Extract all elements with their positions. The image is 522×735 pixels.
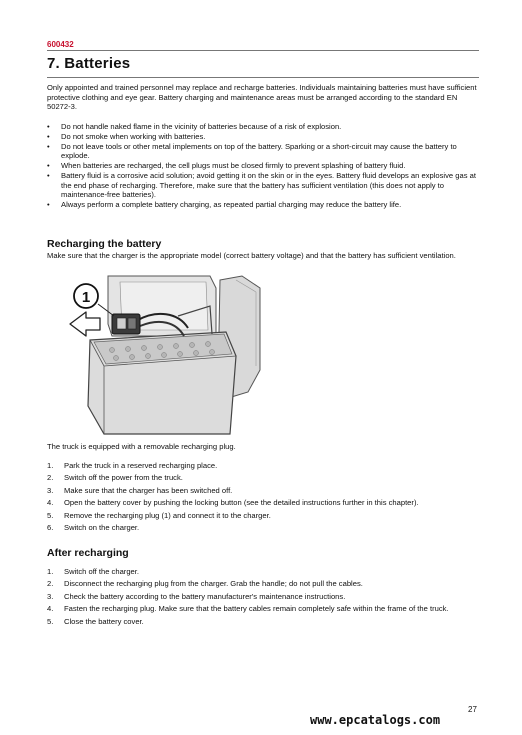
step-item: 3. Make sure that the charger has been switched off. — [47, 485, 233, 495]
intro-paragraph: Only appointed and trained personnel may replace and recharge batteries. Individuals maintaining batteries must have sufficient protective clothing and eye gear. Battery charging and maintenance areas must be arranged according to the standard EN 50272-3. — [47, 83, 477, 112]
bullet-item: • Always perform a complete battery charging, as repeated partial charging may reduce the battery life. — [47, 200, 479, 209]
step-text: Make sure that the charger has been switched off. — [64, 485, 233, 495]
step-text: Fasten the recharging plug. Make sure that the battery cables remain completely safe within the frame of the truck. — [64, 604, 449, 614]
step-item: 1. Switch off the charger. — [47, 567, 139, 576]
step-item: 3. Check the battery according to the battery manufacturer's maintenance instructions. — [47, 591, 346, 601]
step-item: 6. Switch on the charger. — [47, 523, 140, 533]
step-item: 1. Park the truck in a reserved recharging place. — [47, 461, 218, 470]
step-text: Switch off the charger. — [64, 567, 139, 576]
recharging-intro: Make sure that the charger is the appropriate model (correct battery voltage) and that the battery has sufficient ventilation. — [47, 251, 456, 260]
bullet-item: • Do not handle naked flame in the vicinity of batteries because of a risk of explosion. — [47, 122, 479, 131]
header-rule-top — [47, 50, 479, 51]
step-text: Switch on the charger. — [64, 523, 140, 533]
bullet-item: • Do not smoke when working with batteries. — [47, 132, 479, 141]
step-item: 5. Remove the recharging plug (1) and connect it to the charger. — [47, 510, 271, 520]
callout-number: 1 — [81, 289, 91, 306]
header-rule-bottom — [47, 77, 479, 78]
step-text: Switch off the power from the truck. — [64, 473, 183, 483]
step-item: 4. Fasten the recharging plug. Make sure that the battery cables remain completely safe within the frame of the truck. — [47, 604, 449, 614]
bullet-item: • When batteries are recharged, the cell plugs must be closed firmly to prevent splashing of battery fluid. — [47, 161, 479, 170]
step-item: 5. Close the battery cover. — [47, 616, 144, 626]
after-recharging-heading: After recharging — [47, 547, 129, 559]
recharging-heading: Recharging the battery — [47, 238, 162, 250]
after-recharging-steps — [47, 567, 479, 629]
step-text: Open the battery cover by pushing the locking button (see the detailed instructions further in this chapter). — [64, 498, 419, 508]
step-text: Remove the recharging plug (1) and connect it to the charger. — [64, 510, 271, 520]
watermark: www.epcatalogs.com — [310, 713, 441, 727]
step-text: Close the battery cover. — [64, 616, 144, 626]
page-number: 27 — [468, 705, 477, 714]
step-item: 2. Disconnect the recharging plug from the charger. Grab the handle; do not pull the cables. — [47, 579, 363, 589]
step-text: Check the battery according to the battery manufacturer's maintenance instructions. — [64, 591, 346, 601]
battery-illustration — [60, 274, 280, 436]
step-text: Park the truck in a reserved recharging place. — [64, 461, 218, 470]
safety-bullet-list — [47, 122, 479, 210]
page-title: 7. Batteries — [47, 55, 131, 72]
bullet-item: • Battery fluid is a corrosive acid solution; avoid getting it on the skin or in the eyes. Battery fluid develops an explosive gas at the end phase of recharging. Therefore, make sure that the battery has sufficient ventilation (this does not apply to maintenance-free batteries). — [47, 171, 479, 199]
recharging-steps — [47, 461, 479, 535]
step-item: 2. Switch off the power from the truck. — [47, 473, 183, 483]
doc-code: 600432 — [47, 40, 74, 49]
bullet-item: • Do not leave tools or other metal implements on top of the battery. Sparking or a short-circuit may cause the battery to explode. — [47, 142, 479, 161]
figure-caption: The truck is equipped with a removable recharging plug. — [47, 442, 236, 451]
step-text: Disconnect the recharging plug from the charger. Grab the handle; do not pull the cables. — [64, 579, 363, 589]
step-item: 4. Open the battery cover by pushing the locking button (see the detailed instructions further in this chapter). — [47, 498, 419, 508]
